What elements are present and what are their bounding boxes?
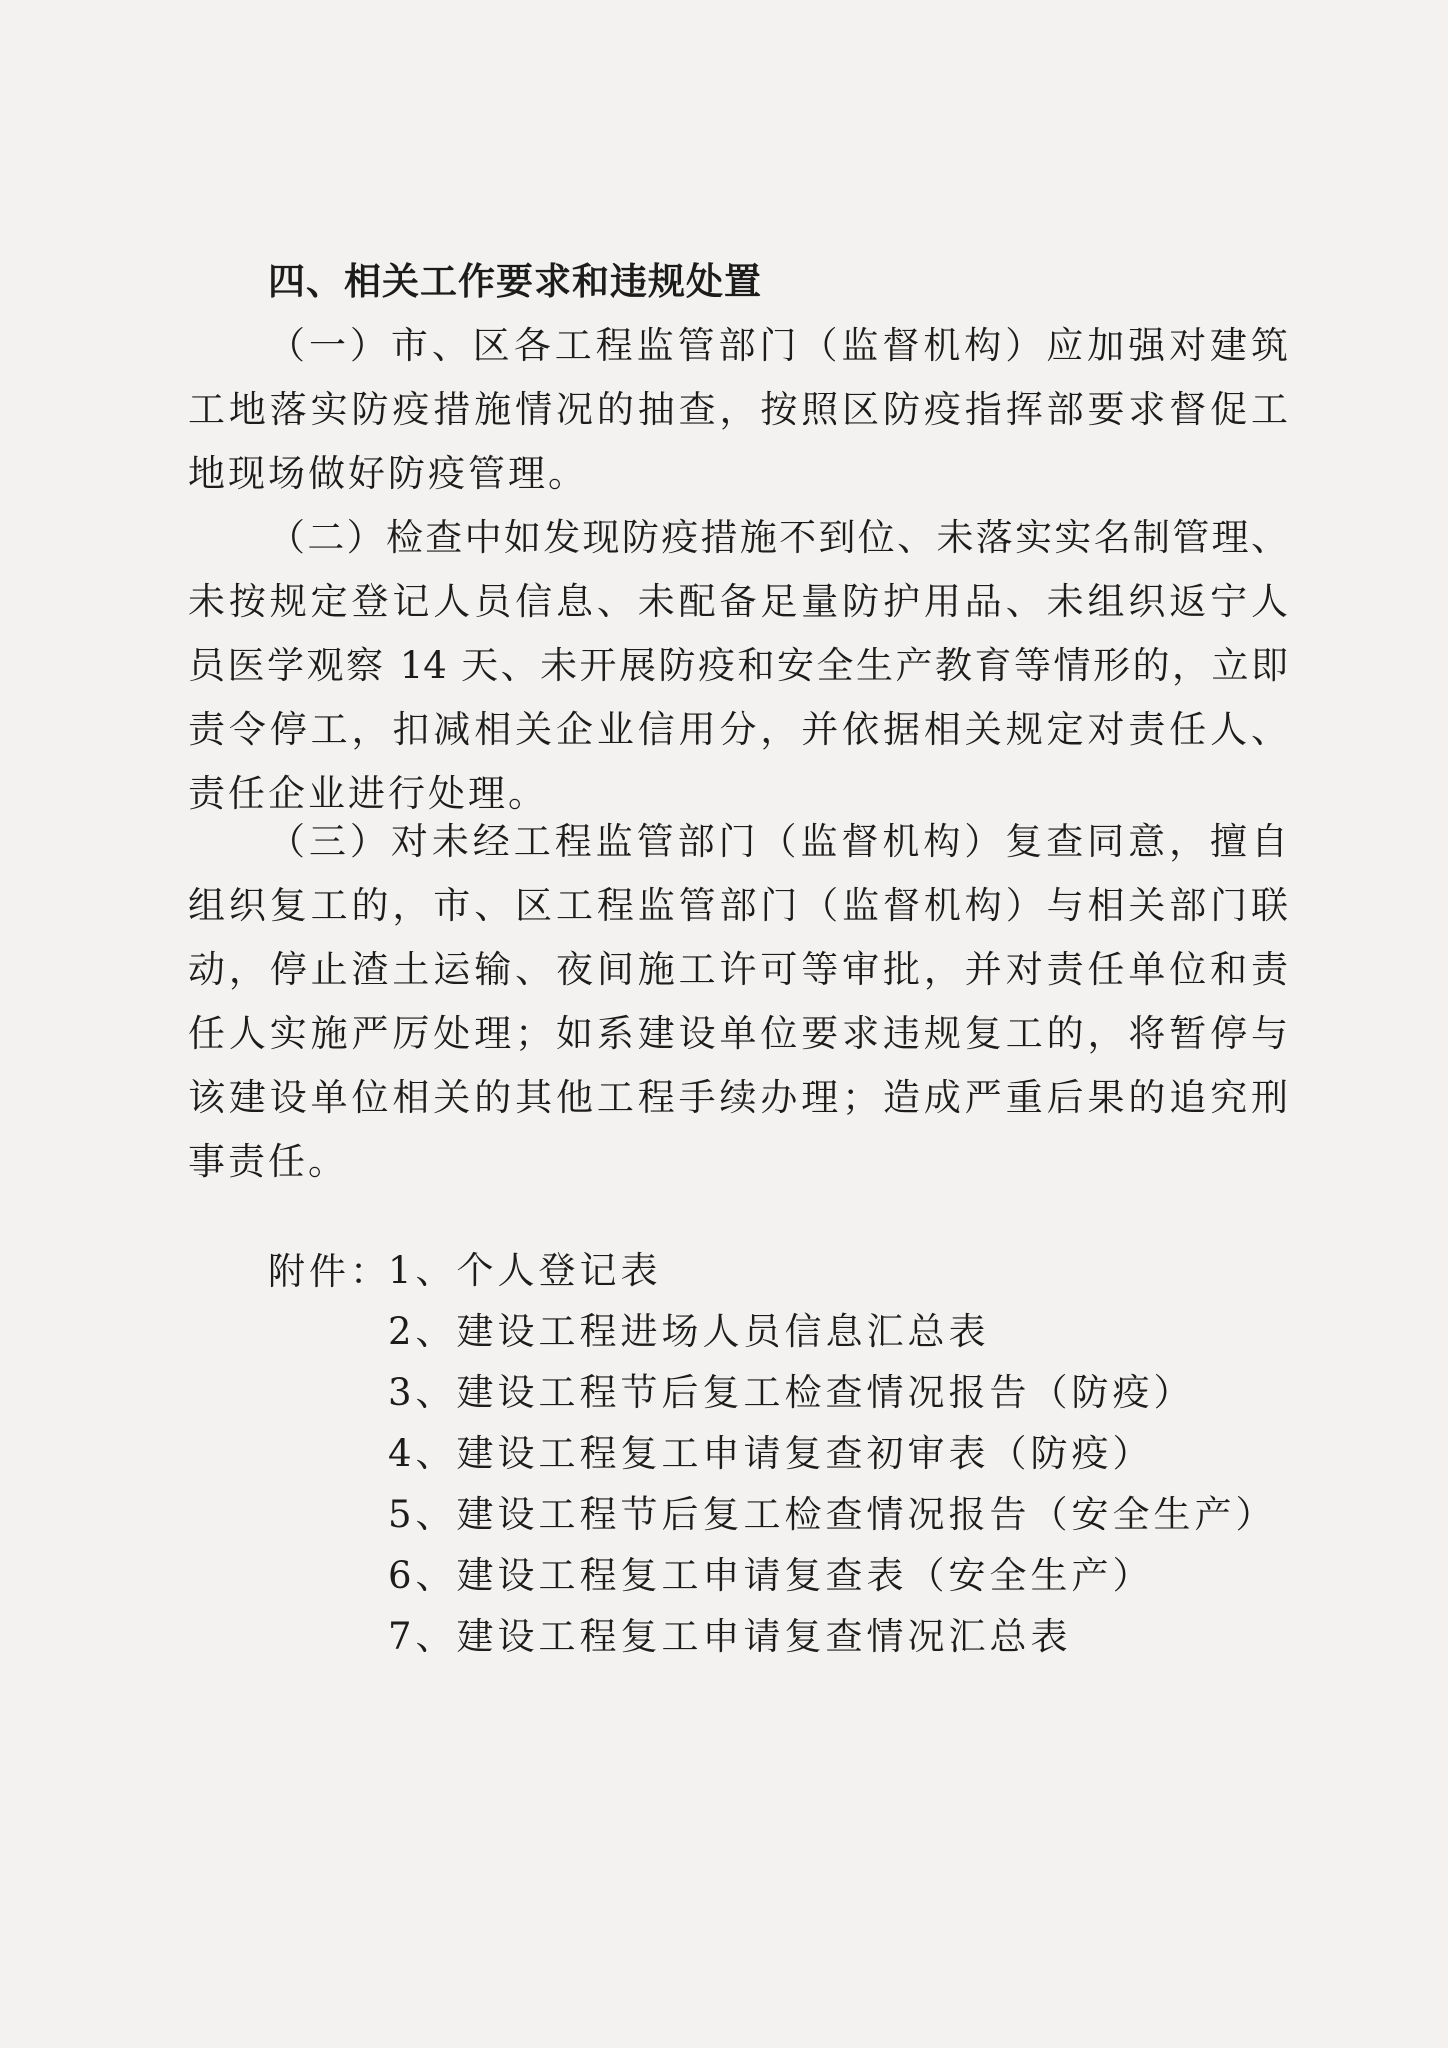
attachment-item: 1、个人登记表 [388, 1249, 662, 1292]
paragraph-line: 动，停止渣土运输、夜间施工许可等审批，并对责任单位和责 [188, 948, 1288, 991]
attachments-label: 附件： [268, 1250, 391, 1293]
paragraph-line: 责令停工，扣减相关企业信用分，并依据相关规定对责任人、 [188, 708, 1288, 751]
attachment-item: 7、建设工程复工申请复查情况汇总表 [388, 1615, 1072, 1658]
paragraph-2 [188, 506, 1288, 826]
attachment-item: 3、建设工程节后复工检查情况报告（防疫） [388, 1371, 1195, 1414]
paragraph-line: 事责任。 [188, 1140, 348, 1183]
attachment-item: 6、建设工程复工申请复查表（安全生产） [388, 1554, 1154, 1597]
attachments-list [388, 1240, 1277, 1667]
paragraph-line: 工地落实防疫措施情况的抽查，按照区防疫指挥部要求督促工 [188, 388, 1288, 431]
paragraph-line: （二）检查中如发现防疫措施不到位、未落实实名制管理、 [268, 516, 1288, 559]
paragraph-line: 员医学观察 14 天、未开展防疫和安全生产教育等情形的，立即 [188, 644, 1288, 687]
paragraph-line: 地现场做好防疫管理。 [188, 452, 588, 495]
paragraph-line: 责任企业进行处理。 [188, 772, 548, 815]
paragraph-line: 该建设单位相关的其他工程手续办理；造成严重后果的追究刑 [188, 1076, 1288, 1119]
section-heading: 四、相关工作要求和违规处置 [268, 260, 762, 303]
paragraph-line: 未按规定登记人员信息、未配备足量防护用品、未组织返宁人 [188, 580, 1288, 623]
attachment-item: 2、建设工程进场人员信息汇总表 [388, 1310, 990, 1353]
paragraph-line: 组织复工的，市、区工程监管部门（监督机构）与相关部门联 [188, 884, 1288, 927]
attachment-item: 5、建设工程节后复工检查情况报告（安全生产） [388, 1493, 1277, 1536]
attachment-item: 4、建设工程复工申请复查初审表（防疫） [388, 1432, 1154, 1475]
paragraph-line: （一）市、区各工程监管部门（监督机构）应加强对建筑 [268, 324, 1288, 367]
paragraph-3 [188, 810, 1288, 1194]
paragraph-line: （三）对未经工程监管部门（监督机构）复查同意，擅自 [268, 820, 1288, 863]
paragraph-1 [188, 314, 1288, 506]
paragraph-line: 任人实施严厉处理；如系建设单位要求违规复工的，将暂停与 [188, 1012, 1288, 1055]
